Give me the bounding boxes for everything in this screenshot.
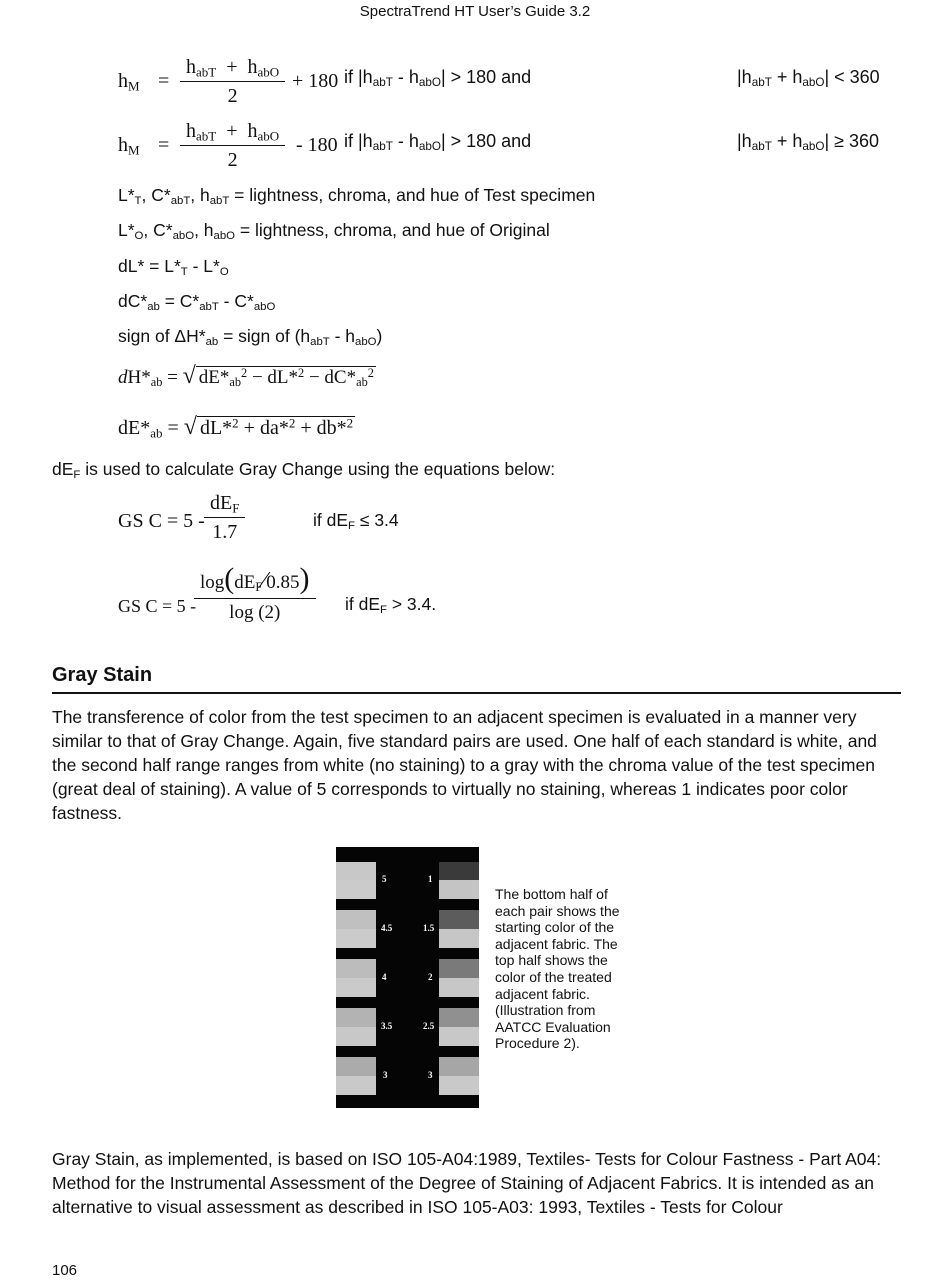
formula-gsc-1: GS C = 5 - $dE_F$ 1.7 if $dE_F \le 3.4$: [118, 492, 399, 543]
chip-right-1-top: [439, 862, 479, 880]
chip-left-3-top: [336, 1057, 376, 1076]
scale-label-right: 1.5: [423, 923, 435, 933]
scale-label-right: 1: [428, 874, 433, 884]
chip-left-4-5-top: [336, 910, 376, 929]
paragraph-iso-reference: Gray Stain, as implemented, is based on ISO 105-A04:1989, Textiles- Tests for Colour Fastness - Part A04: Method for the Instrumental Assessment of the Degree of Staining of Adjacent Fabrics. It is intended as an alternative to visual assessment as described in ISO 105-A03: 1993, Textiles - Tests for Colour: [52, 1149, 882, 1217]
figure-caption: The bottom half of each pair shows the starting color of the adjacent fabric. The top half shows the color of the treated adjacent fabric. (Illustration from AATCC Evaluation Procedure 2).: [495, 886, 620, 1052]
chip-left-5-bottom: [336, 880, 376, 899]
chip-right-2-5-top: [439, 1008, 479, 1027]
scale-label-right: 2.5: [423, 1021, 435, 1031]
equation-hm-1: $h_M$ = $h_{abT} + h_{abO}$ 2 + 180 if $|h_{abT} - h_{abO}| > 180$ and $|h_{abT} + h_{abO}| < 360$: [118, 56, 880, 107]
scale-label-right: 3: [428, 1070, 433, 1080]
def-ef-sentence: $dE_F$ is used to calculate Gray Change using the equations below:: [52, 459, 556, 481]
chip-right-1-5-top: [439, 910, 479, 929]
scale-label-left: 4: [382, 972, 387, 982]
equation-hm-2: $h_M$ = $h_{abT} + h_{abO}$ 2 - 180 if $|h_{abT} - h_{abO}| > 180$ and $|h_{abT} + h_{abO}| \ge 360$: [118, 120, 880, 171]
definition-dc: $dC*_{ab} = C*_{abT} - C*_{abO}$: [118, 291, 276, 313]
section-heading-gray-stain: Gray Stain: [52, 664, 153, 686]
page-number: 106: [52, 1262, 78, 1279]
chip-left-4-top: [336, 959, 376, 978]
chip-left-3-bottom: [336, 1076, 376, 1095]
formula-gsc-2: GS C = 5 - $\log(dE_F⁄0.85)$ log (2) if $dE_F > 3.4$.: [118, 562, 437, 623]
formula-delta-e: $dE*_{ab}$ = √ dL*$^2$ + da*$^2$ + db*$^2$: [118, 414, 354, 441]
definition-original: $L*_O$, $C*_{abO}$, $h_{abO}$ = lightness, chroma, and hue of Original: [118, 220, 550, 242]
chip-right-2-bottom: [439, 978, 479, 997]
definition-dl: $dL* = L*_T - L*_O$: [118, 256, 229, 278]
chip-right-1-5-bottom: [439, 929, 479, 948]
chip-left-5-top: [336, 862, 376, 880]
definition-sign-dh: sign of $\Delta H*_{ab}$ = sign of $(h_{abT} - h_{abO})$: [118, 326, 383, 348]
scale-label-left: 3.5: [381, 1021, 393, 1031]
gray-stain-scale-image: [336, 847, 479, 1108]
chip-left-3-5-bottom: [336, 1027, 376, 1046]
scale-label-left: 3: [383, 1070, 388, 1080]
chip-left-4-5-bottom: [336, 929, 376, 948]
page-header: [0, 3, 950, 20]
chip-right-2-5-bottom: [439, 1027, 479, 1046]
chip-right-3-top: [439, 1057, 479, 1076]
scale-label-left: 5: [382, 874, 387, 884]
section-divider: [52, 692, 901, 694]
chip-left-4-bottom: [336, 978, 376, 997]
definition-test-specimen: $L*_T$, $C*_{abT}$, $h_{abT}$ = lightness, chroma, and hue of Test specimen: [118, 185, 596, 207]
scale-label-right: 2: [428, 972, 433, 982]
scale-label-left: 4.5: [381, 923, 393, 933]
paragraph-gray-stain-intro: The transference of color from the test specimen to an adjacent specimen is evaluated in a manner very similar to that of Gray Change. Again, five standard pairs are used. One half of each standard is white, and the second half range ranges from white (no staining) to a gray with the chroma value of the test specimen (great deal of staining). A value of 5 corresponds to virtually no staining, whereas 1 indicates poor color fastness.: [52, 707, 877, 823]
header-title: SpectraTrend HT User’s Guide 3.2: [359, 3, 591, 20]
chip-right-1-bottom: [439, 880, 479, 899]
chip-right-2-top: [439, 959, 479, 978]
chip-left-3-5-top: [336, 1008, 376, 1027]
formula-delta-h: $dH*_{ab}$ = √ $dE*_{ab}^2 - dL*^2 - dC*_{ab}^2$: [118, 363, 374, 390]
chip-right-3-bottom: [439, 1076, 479, 1095]
